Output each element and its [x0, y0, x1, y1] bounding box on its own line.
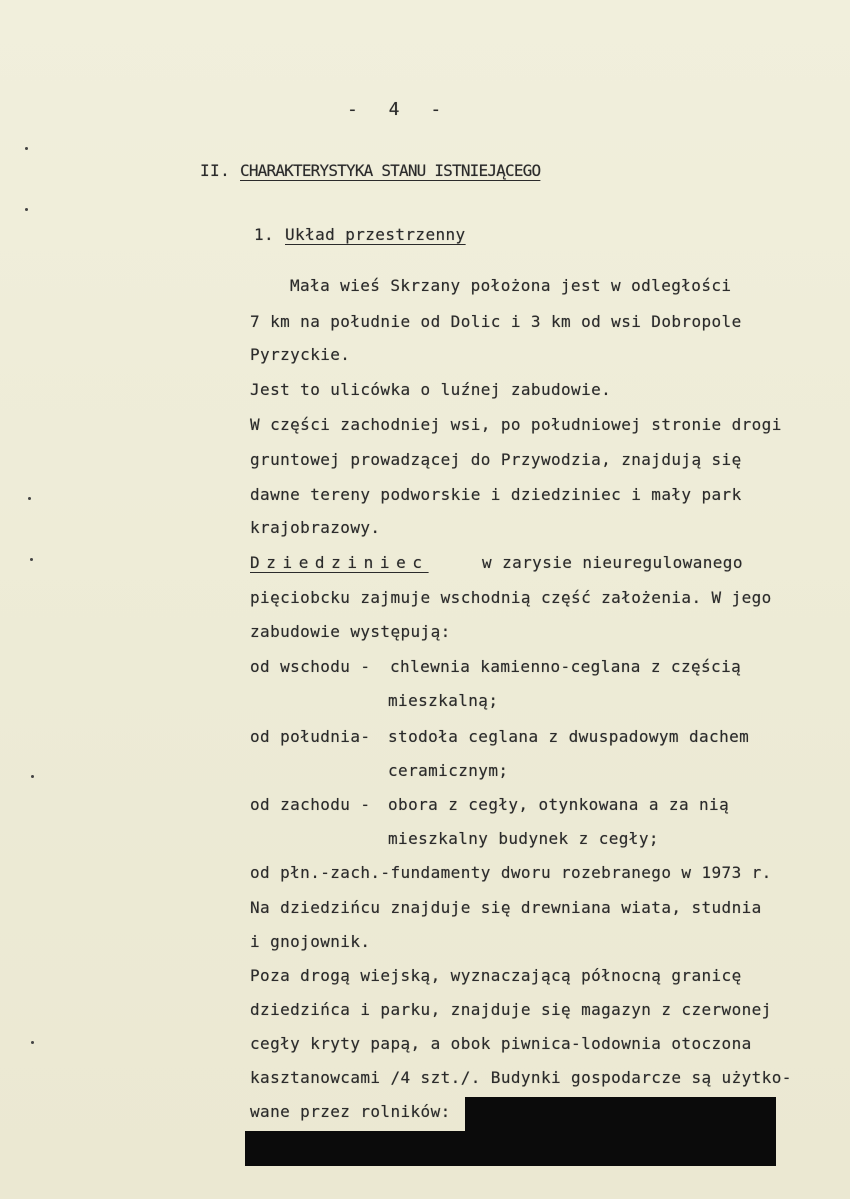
- text-line: Jest to ulicówka o luźnej zabudowie.: [250, 380, 612, 399]
- punch-mark: [28, 497, 31, 500]
- text-line: mieszkalną;: [388, 691, 499, 710]
- text-line: i gnojownik.: [250, 932, 371, 951]
- page-number: - 4 -: [347, 99, 452, 120]
- subsection-title: Układ przestrzenny: [285, 225, 466, 244]
- direction-south: od południa-: [250, 727, 371, 746]
- subsection-number: 1.: [254, 225, 275, 244]
- text-line: w zarysie nieuregulowanego: [482, 553, 743, 572]
- text-line: stodoła ceglana z dwuspadowym dachem: [388, 727, 750, 746]
- text-line: krajobrazowy.: [250, 518, 381, 537]
- text-line: obora z cegły, otynkowana a za nią: [388, 795, 730, 814]
- text-line: dawne tereny podworskie i dziedziniec i mały park: [250, 485, 742, 504]
- text-line: ceramicznym;: [388, 761, 509, 780]
- text-line: Poza drogą wiejską, wyznaczającą północną granicę: [250, 966, 742, 985]
- text-line: Pyrzyckie.: [250, 345, 351, 364]
- text-line: Mała wieś Skrzany położona jest w odległości: [290, 276, 732, 295]
- punch-mark: [31, 1041, 34, 1044]
- section-heading-title: CHARAKTERYSTYKA STANU ISTNIEJĄCEGO: [240, 161, 541, 180]
- punch-mark: [31, 775, 34, 778]
- text-line: chlewnia kamienno-ceglana z częścią: [390, 657, 742, 676]
- text-line: gruntowej prowadzącej do Przywodzia, znajdują się: [250, 450, 742, 469]
- text-line: mieszkalny budynek z cegły;: [388, 829, 659, 848]
- text-line: dziedzińca i parku, znajduje się magazyn z czerwonej: [250, 1000, 772, 1019]
- text-line: pięciobcku zajmuje wschodnią część założenia. W jego: [250, 588, 772, 607]
- spaced-word-dziedziniec: Dziedziniec: [250, 553, 429, 572]
- punch-mark: [30, 558, 33, 561]
- text-line: W części zachodniej wsi, po południowej stronie drogi: [250, 415, 782, 434]
- redaction-bar: [245, 1131, 776, 1166]
- text-line: cegły kryty papą, a obok piwnica-lodownia otoczona: [250, 1034, 752, 1053]
- text-line: Na dziedzińcu znajduje się drewniana wiata, studnia: [250, 898, 762, 917]
- punch-mark: [25, 208, 28, 211]
- text-line: od płn.-zach.-fundamenty dworu rozebranego w 1973 r.: [250, 863, 772, 882]
- text-line: zabudowie występują:: [250, 622, 451, 641]
- section-heading-number: II.: [200, 161, 231, 180]
- text-line: 7 km na południe od Dolic i 3 km od wsi Dobropole: [250, 312, 742, 331]
- redaction-bar: [465, 1097, 776, 1131]
- punch-mark: [25, 147, 28, 150]
- text-line: kasztanowcami /4 szt./. Budynki gospodarcze są użytko-: [250, 1068, 792, 1087]
- text-line: wane przez rolników:: [250, 1102, 451, 1121]
- direction-west: od zachodu -: [250, 795, 371, 814]
- direction-east: od wschodu -: [250, 657, 371, 676]
